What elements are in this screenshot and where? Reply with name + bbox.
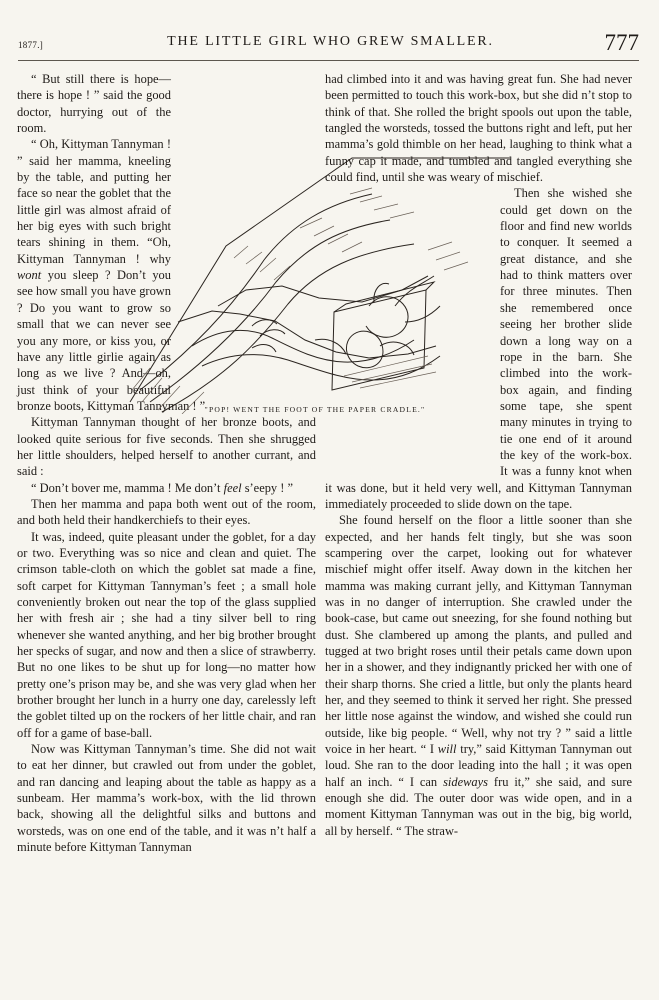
running-title: THE LITTLE GIRL WHO GREW SMALLER. (167, 34, 494, 49)
paragraph: “ Oh, Kittyman Tannyman ! ” said her mamma, kneeling by the table, and putting her face so near the goblet that the little girl was almost afraid of her big eyes with such bright tears shining in them. “Oh, Kittyman Tannyman ! why wont you sleep ? Don’t you see how small you have grown ? Do you want to grow so small that we can never see you any more, or kiss you, or have any little girlie again as long as we live ? And—oh, just think of your beautiful bronze boots, Kittyman Tannyman ! ” (17, 137, 206, 413)
page-header (18, 30, 639, 61)
paragraph: “ But still there is hope—there is hope ! ” said the good doctor, hurrying out of the room. (17, 72, 171, 136)
paragraph: had climbed into it and was having great fun. She had never been permitted to touch this work-box, but she did n’t stop to think of that. She rolled the bright spools out upon the table, tangled the worsteds, tossed the buttons right and left, put her mamma’s gold thimble on her head, laughing to think what a funny cap it made, and tumbled and tangled everything she could find, until she was weary of mischief. (325, 72, 632, 185)
paragraph: Then she wished she could get down on the floor and find new worlds to conquer. It seemed a great distance, and she had to think matters over for three minutes. Then she remembered once seeing her brother slide down a long way on a rope in the barn. She climbed into the work-box again, and finding some tape, she spent many minutes in trying to tie one end of it around the key of the work-box. It was a funny knot when it was done, but it held very well, and Kittyman Tannyman immediately proceeded to slide down on the tape. (325, 186, 632, 511)
paragraph: She found herself on the floor a little sooner than she expected, and her hands felt tingly, but she was soon scampering over the carpet, looking out for whatever mischief might offer itself. Away down in the kitchen her mamma was making currant jelly, and Kittyman Tannyman was in no danger of interruption. She crawled under the book-case, but came out sneezing, for she found nothing but dust. She clambered up among the plants, and pulled and tugged at two bright roses until their petals came down upon her in a shower, and they indignantly pricked her with one of their sharp thorns. She cried a little, but only the plants heard her, and they seemed to think it served her right. She pressed her little nose against the window, and wished she could run outside, like big people. “ Well, why not try ? ” said a little voice in her heart. “ I will try,” said Kittyman Tannyman out loud. She ran to the door leading into the hall ; it was open half an inch. “ I can sideways fru it,” she said, and sure enough she did. The outer door was wide open, and in a moment Kittyman Tannyman was out in the big, big world, all by herself. “ The straw- (325, 513, 632, 838)
paragraph: Kittyman Tannyman thought of her bronze boots, and looked quite serious for five seconds. Then she shrugged her little shoulders, helped herself to another currant, and said : (17, 415, 316, 479)
paragraph: Then her mamma and papa both went out of the room, and both held their handkerchiefs to their eyes. (17, 496, 316, 528)
illustration-caption: "POP! WENT THE FOOT OF THE PAPER CRADLE." (204, 405, 426, 414)
paragraph: Now was Kittyman Tannyman’s time. She did not wait to eat her dinner, but crawled out from under the goblet, and ran dancing and leaping about the table as happy as a sunbeam. Her mamma’s work-box, with the lid thrown back, showing all the delightful silks and buttons and worsteds, was on one end of the table, and it was n’t half a minute before Kittyman Tannyman (17, 742, 316, 855)
paragraph: It was, indeed, quite pleasant under the goblet, for a day or two. Everything was so nice and clean and quiet. The crimson table-cloth on which the goblet sat made a fine, soft carpet for Kittyman Tannyman’s feet ; a small hole conveniently broken out near the top of the glass supplied her with fresh air ; she had a tiny silver bell to ring whenever she wanted anything, and her big brother brought her specks of sugar, and now and then a slice of strawberry. But no one likes to be shut up for long—no matter how pretty one’s prison may be, and she was very glad when her brother brought her lunch in a hurry one day, carelessly left the goblet tilted up on the rockers of her little chair, and ran off for a game of base-ball. (17, 529, 316, 740)
issue-date: 1877.] (18, 40, 44, 50)
paper-cradle-illustration (122, 140, 510, 414)
page-number: 777 (604, 30, 639, 55)
paragraph: “ Don’t bover me, mamma ! Me don’t feel s’eepy ! ” (31, 480, 294, 495)
